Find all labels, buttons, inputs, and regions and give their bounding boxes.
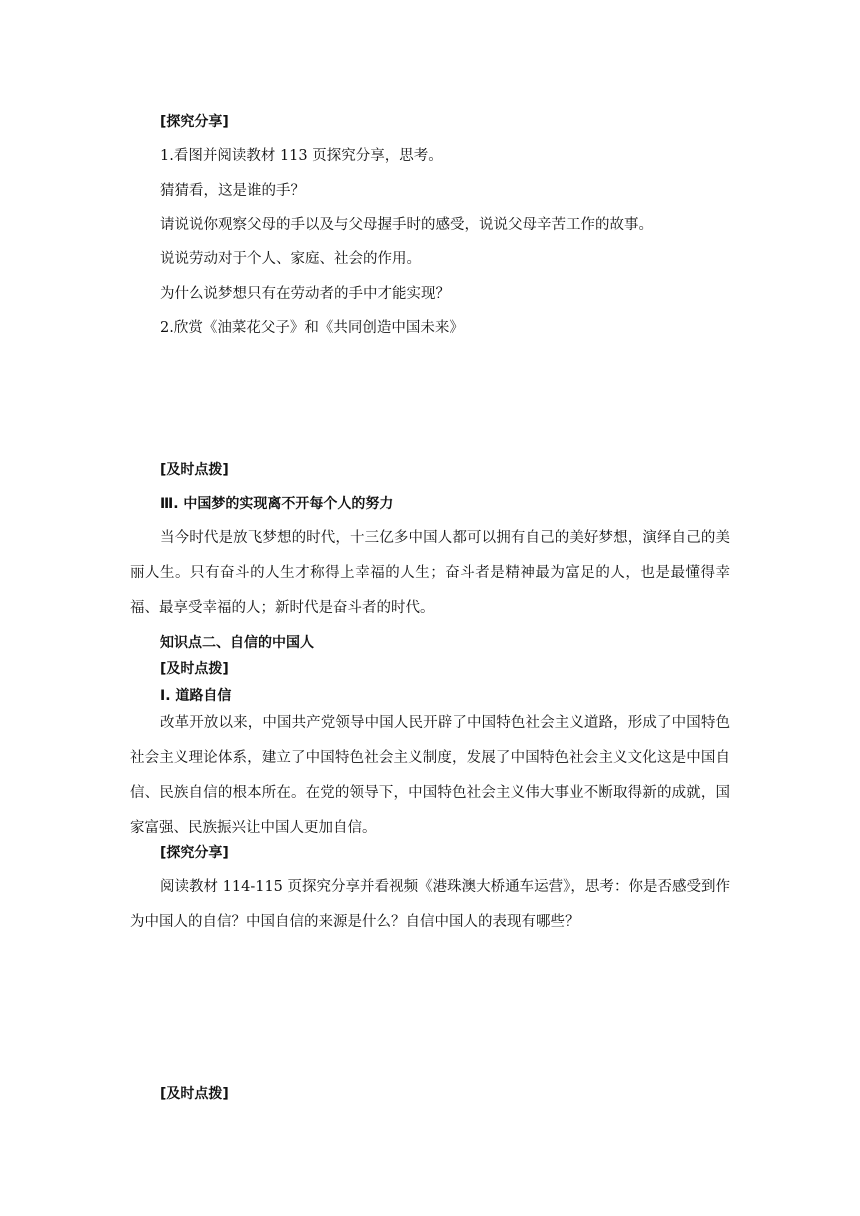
section-heading-explore-share-2: [探究分享] (160, 845, 229, 861)
section-heading-timely-tips-3: [及时点拨] (160, 1086, 229, 1102)
knowledge-point-title: 知识点二、自信的中国人 (160, 635, 314, 651)
paragraph-bridge-video: 阅读教材 114-115 页探究分享并看视频《港珠澳大桥通车运营》，思考：你是否感受到作为中国人的自信？中国自信的来源是什么？自信中国人的表现有哪些？ (130, 879, 730, 930)
question-parents-hands: 请说说你观察父母的手以及与父母握手时的感受，说说父母辛苦工作的故事。 (160, 217, 653, 233)
subheading-chinese-dream: Ⅲ. 中国梦的实现离不开每个人的努力 (160, 496, 394, 512)
question-dream-labor: 为什么说梦想只有在劳动者的手中才能实现？ (160, 286, 450, 302)
section-heading-timely-tips-2: [及时点拨] (160, 661, 229, 677)
subheading-road-confidence: Ⅰ. 道路自信 (160, 688, 232, 704)
question-item-2: 2.欣赏《油菜花父子》和《共同创造中国未来》 (160, 320, 464, 336)
question-item-1: 1.看图并阅读教材 113 页探究分享，思考。 (160, 148, 443, 164)
paragraph-dream-era: 当今时代是放飞梦想的时代，十三亿多中国人都可以拥有自己的美好梦想，演绎自己的美丽人生。只有奋斗的人生才称得上幸福的人生；奋斗者是精神最为富足的人，也是最懂得幸福、最享受幸福的人；新时代是奋斗者的时代。 (130, 530, 730, 616)
section-heading-timely-tips: [及时点拨] (160, 462, 229, 478)
section-heading-explore-share: [探究分享] (160, 114, 229, 130)
question-labor-role: 说说劳动对于个人、家庭、社会的作用。 (160, 251, 421, 267)
question-guess-hands: 猜猜看，这是谁的手？ (160, 183, 305, 199)
paragraph-road-confidence: 改革开放以来，中国共产党领导中国人民开辟了中国特色社会主义道路，形成了中国特色社会主义理论体系，建立了中国特色社会主义制度，发展了中国特色社会主义文化这是中国自信、民族自信的根本所在。在党的领导下，中国特色社会主义伟大事业不断取得新的成就，国家富强、民族振兴让中国人更加自信。 (130, 715, 730, 836)
